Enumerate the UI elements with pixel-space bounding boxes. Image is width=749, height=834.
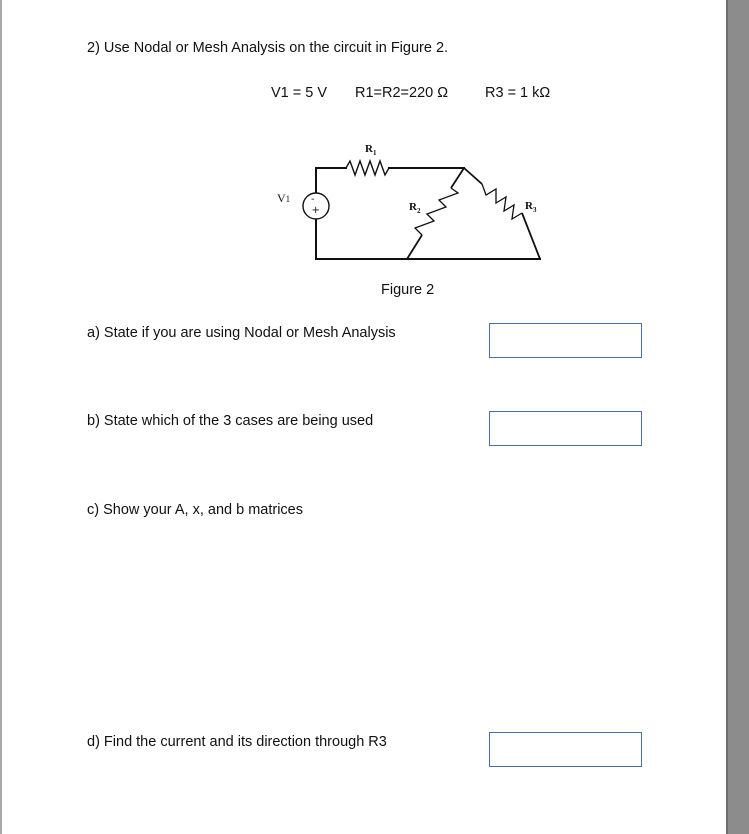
source-label: V1	[277, 191, 291, 205]
r2-label: $R_2$	[409, 201, 421, 215]
r2-lead-bottom	[407, 235, 422, 259]
question-d: d) Find the current and its direction through R3	[87, 734, 387, 750]
question-b: b) State which of the 3 cases are being used	[87, 413, 374, 429]
r2-lead-top	[451, 168, 464, 188]
r1-label: $R_1$	[365, 143, 377, 157]
viewer-gutter	[728, 0, 749, 834]
r3-label: $R_3$	[525, 200, 537, 214]
question-c: c) Show your A, x, and b matrices	[87, 502, 303, 518]
r1-resistor	[346, 161, 389, 175]
answer-box-b[interactable]	[489, 411, 642, 446]
question-a: a) State if you are using Nodal or Mesh Analysis	[87, 325, 396, 341]
given-r1-r2: R1=R2=220 Ω	[355, 85, 449, 101]
r3-lead-top	[464, 168, 482, 184]
answer-box-d[interactable]	[489, 732, 642, 767]
answer-box-a[interactable]	[489, 323, 642, 358]
circuit-diagram	[0, 0, 726, 300]
r2-resistor	[415, 188, 458, 235]
r3-resistor	[482, 184, 522, 219]
given-v1: V1 = 5 V	[271, 85, 328, 101]
r3-lead-bottom	[522, 213, 540, 259]
problem-heading: 2) Use Nodal or Mesh Analysis on the circuit in Figure 2.	[87, 40, 449, 56]
polarity-plus: +	[311, 205, 320, 216]
figure-caption: Figure 2	[381, 282, 435, 298]
given-r3: R3 = 1 kΩ	[485, 85, 551, 101]
polarity-minus: -	[311, 194, 315, 205]
